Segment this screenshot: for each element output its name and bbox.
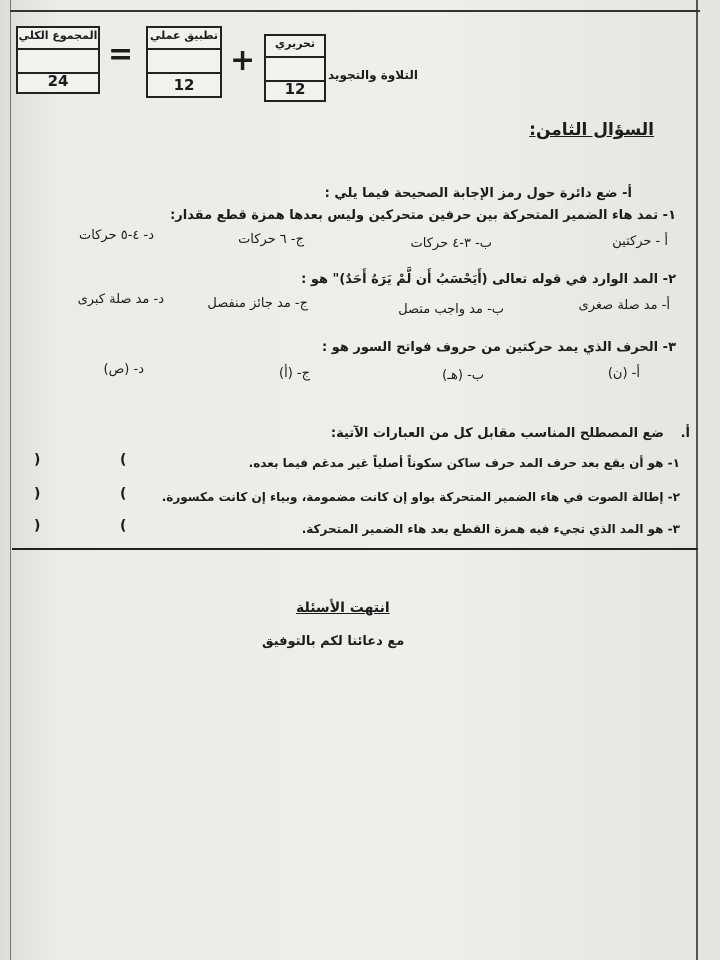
part-a-instruction: أ- ضع دائرة حول رمز الإجابة الصحيحة فيما يلي : bbox=[324, 186, 632, 201]
q3-option-c[interactable]: ج- (أ) bbox=[279, 366, 310, 381]
equals-sign: = bbox=[108, 37, 134, 72]
page-left-border bbox=[10, 0, 11, 960]
written-score-box bbox=[264, 34, 326, 102]
top-rule bbox=[10, 10, 700, 12]
q3-option-d[interactable]: د- (ص) bbox=[103, 362, 144, 377]
term-answer-3-close: ) bbox=[34, 518, 41, 534]
question-title: السؤال الثامن: bbox=[529, 120, 654, 140]
question-2-text: ٢- المد الوارد في قوله تعالى (أَيَحْسَبُ أَن لَّمْ يَرَهُ أَحَدٌ)" هو : bbox=[301, 272, 676, 287]
q1-option-a[interactable]: أ - حركتين bbox=[612, 234, 668, 249]
term-item-3: ٣- هو المد الذي تجيء فيه همزة القطع بعد هاء الضمير المتحركة. bbox=[301, 522, 680, 536]
term-answer-2-close: ) bbox=[34, 486, 41, 502]
practical-label: تطبيق عملي bbox=[149, 29, 219, 42]
q1-option-d[interactable]: د- ٤-٥ حركات bbox=[78, 228, 154, 243]
practical-blank-cell bbox=[148, 48, 220, 74]
part-b-instruction: ضع المصطلح المناسب مقابل كل من العبارات الآتية: bbox=[330, 426, 664, 441]
end-of-questions: انتهت الأسئلة bbox=[296, 600, 390, 616]
total-value: 24 bbox=[47, 72, 69, 90]
q2-option-a[interactable]: أ- مد صلة صغرى bbox=[578, 298, 670, 313]
q1-option-c[interactable]: ج- ٦ حركات bbox=[238, 232, 304, 247]
term-item-1: ١- هو أن يقع بعد حرف المد حرف ساكن سكوناً أصلياً غير مدغم فيما بعده. bbox=[248, 456, 680, 470]
total-label: المجموع الكلي bbox=[18, 29, 98, 42]
question-3-text: ٣- الحرف الذي يمد حركتين من حروف فواتح السور هو : bbox=[322, 340, 676, 355]
part-b-marker: أ. bbox=[680, 426, 690, 441]
written-label: تحريري bbox=[275, 37, 315, 50]
q1-option-b[interactable]: ب- ٣-٤ حركات bbox=[410, 236, 492, 251]
subject-name: التلاوة والتجويد bbox=[328, 68, 418, 82]
q2-option-b[interactable]: ب- مد واجب متصل bbox=[398, 302, 504, 317]
term-answer-3-open: ( bbox=[120, 518, 127, 534]
total-score-box bbox=[16, 26, 100, 94]
q3-option-a[interactable]: أ- (ن) bbox=[607, 366, 640, 381]
page-right-border bbox=[696, 0, 698, 960]
term-answer-1-close: ) bbox=[34, 452, 41, 468]
question-1-text: ١- تمد هاء الضمير المتحركة بين حرفين متحركين وليس بعدها همزة قطع مقدار: bbox=[170, 208, 676, 223]
section-divider bbox=[12, 548, 698, 550]
practical-value: 12 bbox=[173, 76, 195, 94]
term-item-2: ٢- إطالة الصوت في هاء الضمير المتحركة بواو إن كانت مضمومة، وبياء إن كانت مكسورة. bbox=[161, 490, 680, 504]
written-value: 12 bbox=[284, 80, 306, 98]
plus-sign: + bbox=[230, 43, 256, 78]
practical-score-box bbox=[146, 26, 222, 98]
term-answer-1-open: ( bbox=[120, 452, 127, 468]
q3-option-b[interactable]: ب- (هـ) bbox=[442, 368, 484, 383]
q2-option-c[interactable]: ج- مد جائز منفصل bbox=[207, 296, 308, 311]
good-luck-wish: مع دعائنا لكم بالتوفيق bbox=[262, 634, 405, 649]
term-answer-2-open: ( bbox=[120, 486, 127, 502]
q2-option-d[interactable]: د- مد صلة كبرى bbox=[77, 292, 164, 307]
